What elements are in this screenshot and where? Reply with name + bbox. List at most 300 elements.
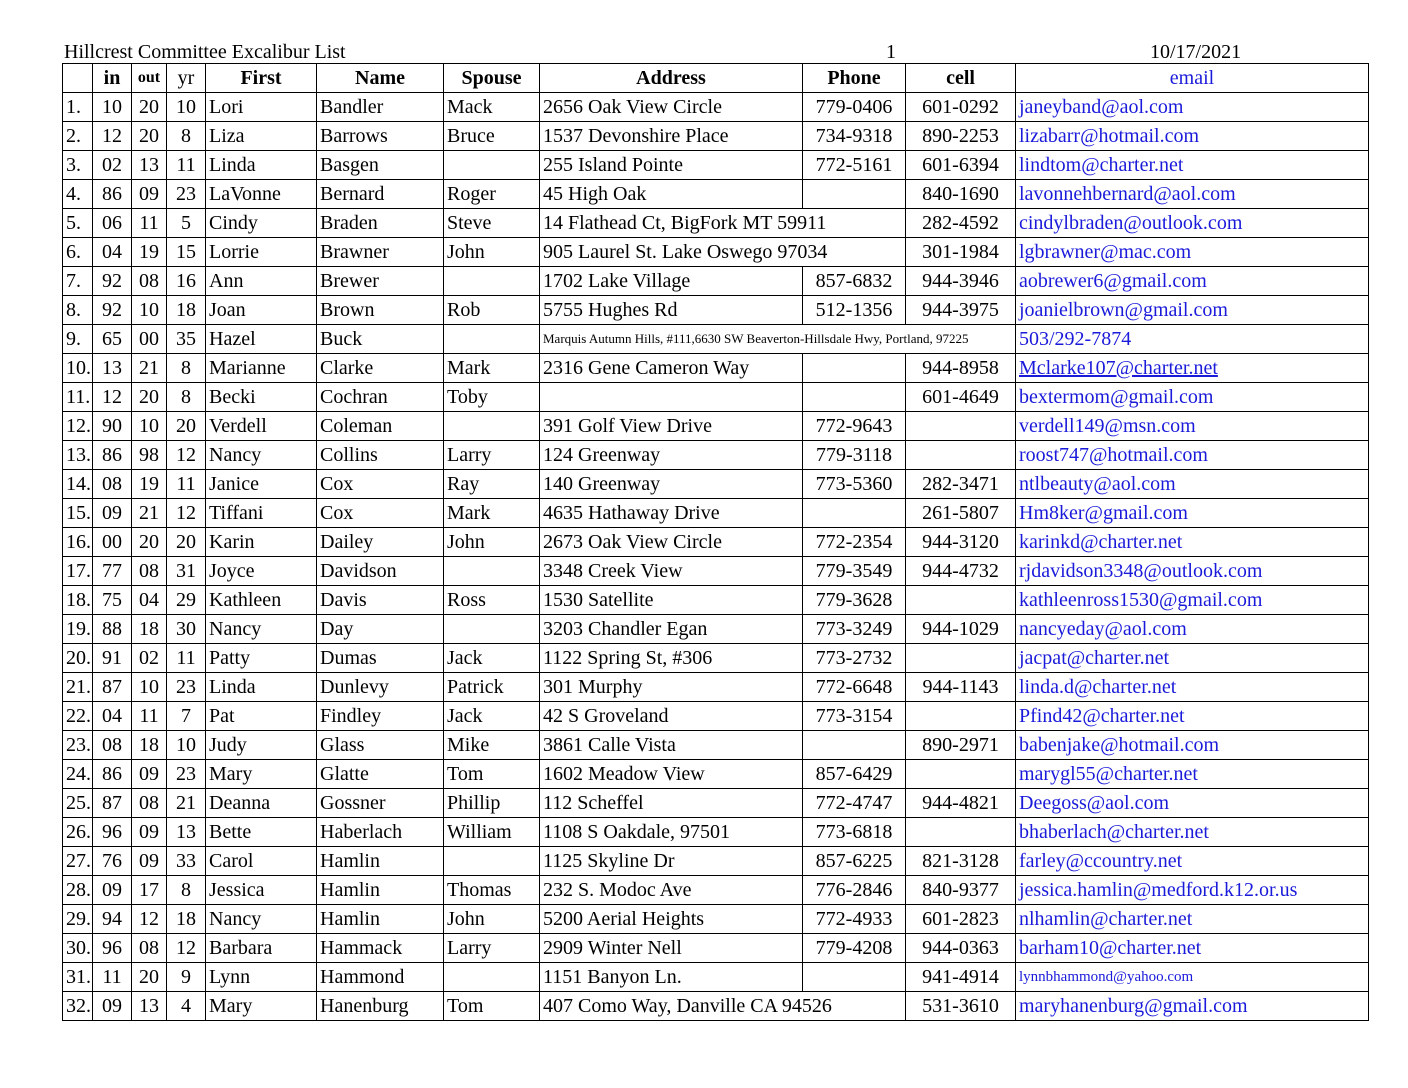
years-cell-text: 35 [176, 328, 196, 350]
email-cell[interactable] [1016, 557, 1369, 586]
first-name-cell [206, 528, 317, 557]
cell-phone-cell [906, 992, 1016, 1021]
first-name-cell-text: Mary [209, 763, 253, 785]
out-year-cell-text: 19 [139, 241, 159, 263]
address-cell-text: 42 S Groveland [543, 705, 669, 727]
in-year-cell-text: 75 [102, 589, 122, 611]
cell-phone-cell [906, 93, 1016, 122]
document-title: Hillcrest Committee Excalibur List [64, 41, 346, 63]
table-row [63, 441, 1369, 470]
row-number [63, 702, 93, 731]
years-cell-text: 5 [181, 212, 191, 234]
email-cell[interactable] [1016, 789, 1369, 818]
address-cell-text: 2316 Gene Cameron Way [543, 357, 750, 379]
last-name-cell-text: Hamlin [320, 879, 380, 901]
last-name-cell-text: Barrows [320, 125, 388, 147]
out-year-cell [132, 296, 167, 325]
out-year-cell-text: 09 [139, 763, 159, 785]
years-cell-text: 15 [176, 241, 196, 263]
out-year-cell [132, 383, 167, 412]
spouse-cell [444, 963, 540, 992]
address-cell-text: 45 High Oak [543, 183, 647, 205]
email-cell[interactable] [1016, 151, 1369, 180]
first-name-cell-text: Lynn [209, 966, 251, 988]
in-year-cell [93, 267, 132, 296]
phone-cell [803, 702, 906, 731]
last-name-cell [317, 644, 444, 673]
phone-cell [803, 383, 906, 412]
address-cell [540, 673, 803, 702]
phone-cell [803, 615, 906, 644]
address-cell [540, 296, 803, 325]
email-cell[interactable] [1016, 470, 1369, 499]
spouse-cell-text: Ross [447, 589, 486, 611]
row-number-text: 9. [66, 328, 81, 350]
last-name-cell [317, 615, 444, 644]
years-cell [167, 673, 206, 702]
in-year-cell [93, 296, 132, 325]
last-name-cell-text: Glatte [320, 763, 369, 785]
first-name-cell-text: Bette [209, 821, 252, 843]
out-year-cell-text: 21 [139, 357, 159, 379]
years-cell [167, 905, 206, 934]
cell-phone-cell-text: 944-3946 [922, 270, 999, 292]
table-row [63, 325, 1369, 354]
address-cell-text: 255 Island Pointe [543, 154, 683, 176]
in-year-cell-text: 76 [102, 850, 122, 872]
cell-phone-cell [906, 528, 1016, 557]
row-number [63, 499, 93, 528]
col-header-out: out [132, 64, 167, 93]
out-year-cell [132, 470, 167, 499]
row-number-text: 30. [66, 937, 91, 959]
in-year-cell [93, 673, 132, 702]
email-cell[interactable] [1016, 731, 1369, 760]
phone-cell-text: 772-6648 [815, 676, 893, 698]
row-number [63, 905, 93, 934]
table-row [63, 296, 1369, 325]
last-name-cell-text: Glass [320, 734, 365, 756]
years-cell [167, 528, 206, 557]
in-year-cell [93, 180, 132, 209]
email-cell[interactable] [1016, 499, 1369, 528]
address-cell-text: 1537 Devonshire Place [543, 125, 729, 147]
spouse-cell-text: Jack [447, 647, 483, 669]
first-name-cell-text: Cindy [209, 212, 258, 234]
out-year-cell [132, 673, 167, 702]
email-cell[interactable] [1016, 238, 1369, 267]
last-name-cell-text: Davis [320, 589, 367, 611]
first-name-cell [206, 934, 317, 963]
address-cell-text: 5755 Hughes Rd [543, 299, 678, 321]
years-cell [167, 702, 206, 731]
first-name-cell [206, 325, 317, 354]
out-year-cell [132, 963, 167, 992]
row-number-text: 27. [66, 850, 91, 872]
last-name-cell [317, 470, 444, 499]
spouse-cell [444, 325, 540, 354]
email-cell[interactable] [1016, 325, 1369, 354]
in-year-cell [93, 151, 132, 180]
last-name-cell-text: Coleman [320, 415, 393, 437]
out-year-cell [132, 586, 167, 615]
in-year-cell [93, 383, 132, 412]
address-cell [540, 383, 803, 412]
last-name-cell [317, 441, 444, 470]
first-name-cell-text: Joyce [209, 560, 255, 582]
email-cell-text: lynnbhammond@yahoo.com [1019, 969, 1194, 985]
email-cell-text: bextermom@gmail.com [1019, 386, 1214, 408]
first-name-cell [206, 992, 317, 1021]
years-cell [167, 151, 206, 180]
email-cell-text: nlhamlin@charter.net [1019, 908, 1193, 930]
address-cell-text: 391 Golf View Drive [543, 415, 712, 437]
email-cell[interactable] [1016, 122, 1369, 151]
years-cell [167, 383, 206, 412]
first-name-cell [206, 731, 317, 760]
out-year-cell-text: 10 [139, 299, 159, 321]
row-number [63, 209, 93, 238]
row-number [63, 267, 93, 296]
years-cell [167, 615, 206, 644]
out-year-cell-text: 08 [139, 937, 159, 959]
first-name-cell [206, 499, 317, 528]
in-year-cell-text: 11 [102, 966, 122, 988]
spouse-cell [444, 209, 540, 238]
spouse-cell-text: Mark [447, 502, 491, 524]
cell-phone-cell [906, 412, 1016, 441]
table-row [63, 238, 1369, 267]
email-cell[interactable] [1016, 702, 1369, 731]
years-cell-text: 11 [176, 473, 196, 495]
last-name-cell-text: Brewer [320, 270, 379, 292]
out-year-cell-text: 17 [139, 879, 159, 901]
email-cell[interactable] [1016, 818, 1369, 847]
table-row [63, 209, 1369, 238]
cell-phone-cell [906, 383, 1016, 412]
spouse-cell-text: William [447, 821, 512, 843]
cell-phone-cell [906, 963, 1016, 992]
last-name-cell-text: Bandler [320, 96, 384, 118]
email-cell[interactable] [1016, 209, 1369, 238]
address-cell-text: 301 Murphy [543, 676, 643, 698]
row-number-text: 26. [66, 821, 91, 843]
years-cell-text: 23 [176, 183, 196, 205]
out-year-cell-text: 09 [139, 183, 159, 205]
table-row [63, 934, 1369, 963]
address-cell [540, 905, 803, 934]
last-name-cell [317, 818, 444, 847]
in-year-cell [93, 876, 132, 905]
spouse-cell [444, 151, 540, 180]
first-name-cell-text: Lori [209, 96, 244, 118]
out-year-cell-text: 20 [139, 966, 159, 988]
phone-cell [803, 122, 906, 151]
phone-cell [803, 296, 906, 325]
email-cell-text: karinkd@charter.net [1019, 531, 1183, 553]
email-cell-text: Pfind42@charter.net [1019, 705, 1185, 727]
first-name-cell [206, 702, 317, 731]
email-cell[interactable] [1016, 93, 1369, 122]
cell-phone-cell-text: 821-3128 [922, 850, 999, 872]
address-cell-text: 140 Greenway [543, 473, 661, 495]
in-year-cell-text: 09 [102, 879, 122, 901]
email-cell[interactable] [1016, 586, 1369, 615]
first-name-cell [206, 586, 317, 615]
last-name-cell-text: Hammack [320, 937, 403, 959]
spouse-cell-text: John [447, 241, 485, 263]
phone-cell [803, 354, 906, 383]
phone-cell-text: 772-2354 [815, 531, 893, 553]
address-cell [540, 267, 803, 296]
spouse-cell-text: Thomas [447, 879, 512, 901]
row-number [63, 615, 93, 644]
col-header-yr: yr [167, 64, 206, 93]
in-year-cell-text: 90 [102, 415, 122, 437]
spouse-cell-text: John [447, 908, 485, 930]
out-year-cell [132, 238, 167, 267]
row-number-text: 14. [66, 473, 91, 495]
last-name-cell-text: Dumas [320, 647, 377, 669]
email-cell[interactable] [1016, 934, 1369, 963]
row-number-text: 11. [66, 386, 91, 408]
cell-phone-cell [906, 441, 1016, 470]
email-cell[interactable] [1016, 354, 1369, 383]
cell-phone-cell [906, 644, 1016, 673]
cell-phone-cell [906, 789, 1016, 818]
first-name-cell [206, 847, 317, 876]
row-number-text: 2. [66, 125, 81, 147]
table-row [63, 847, 1369, 876]
email-cell[interactable] [1016, 847, 1369, 876]
years-cell [167, 963, 206, 992]
cell-phone-cell-text: 944-3120 [922, 531, 999, 553]
email-cell[interactable] [1016, 180, 1369, 209]
last-name-cell [317, 586, 444, 615]
cell-phone-cell-text: 840-1690 [922, 183, 999, 205]
table-header-row [63, 64, 1369, 93]
out-year-cell-text: 08 [139, 560, 159, 582]
table-row [63, 760, 1369, 789]
cell-phone-cell-text: 301-1984 [922, 241, 999, 263]
row-number-text: 12. [66, 415, 91, 437]
phone-cell-text: 779-3628 [815, 589, 893, 611]
row-number [63, 470, 93, 499]
years-cell [167, 789, 206, 818]
in-year-cell [93, 209, 132, 238]
first-name-cell [206, 122, 317, 151]
spouse-cell [444, 586, 540, 615]
out-year-cell-text: 09 [139, 821, 159, 843]
col-header-cell: cell [906, 64, 1016, 93]
address-cell [540, 180, 803, 209]
in-year-cell [93, 557, 132, 586]
first-name-cell-text: Hazel [209, 328, 256, 350]
table-row [63, 499, 1369, 528]
years-cell-text: 8 [181, 879, 191, 901]
out-year-cell [132, 789, 167, 818]
years-cell [167, 644, 206, 673]
out-year-cell-text: 18 [139, 618, 159, 640]
address-cell-text: 905 Laurel St. Lake Oswego 97034 [543, 241, 828, 263]
email-cell[interactable] [1016, 673, 1369, 702]
first-name-cell-text: Patty [209, 647, 251, 669]
email-cell[interactable] [1016, 267, 1369, 296]
phone-cell [803, 499, 906, 528]
in-year-cell [93, 963, 132, 992]
last-name-cell [317, 673, 444, 702]
out-year-cell [132, 354, 167, 383]
cell-phone-cell-text: 941-4914 [922, 966, 999, 988]
in-year-cell [93, 586, 132, 615]
address-cell-text: 4635 Hathaway Drive [543, 502, 720, 524]
phone-cell-text: 776-2846 [815, 879, 893, 901]
cell-phone-cell-text: 944-0363 [922, 937, 999, 959]
in-year-cell-text: 02 [102, 154, 122, 176]
row-number [63, 151, 93, 180]
years-cell [167, 93, 206, 122]
row-number-text: 5. [66, 212, 81, 234]
email-cell[interactable] [1016, 296, 1369, 325]
address-cell-text: Marquis Autumn Hills, #111,6630 SW Beaverton-Hillsdale Hwy, Portland, 97225 [543, 331, 969, 346]
email-cell[interactable] [1016, 441, 1369, 470]
out-year-cell-text: 11 [139, 212, 159, 234]
email-cell[interactable] [1016, 992, 1369, 1021]
first-name-cell [206, 412, 317, 441]
email-cell[interactable] [1016, 876, 1369, 905]
phone-cell-text: 773-6818 [815, 821, 893, 843]
cell-phone-cell-text: 944-3975 [922, 299, 999, 321]
first-name-cell [206, 644, 317, 673]
first-name-cell [206, 615, 317, 644]
first-name-cell-text: Joan [209, 299, 246, 321]
first-name-cell-text: Verdell [209, 415, 267, 437]
table-row [63, 383, 1369, 412]
first-name-cell [206, 441, 317, 470]
row-number [63, 731, 93, 760]
years-cell-text: 10 [176, 96, 196, 118]
email-cell-text: janeyband@aol.com [1019, 96, 1184, 118]
in-year-cell-text: 96 [102, 937, 122, 959]
address-cell [540, 354, 803, 383]
email-cell[interactable] [1016, 760, 1369, 789]
address-cell [540, 760, 803, 789]
in-year-cell-text: 06 [102, 212, 122, 234]
row-number [63, 644, 93, 673]
email-cell[interactable] [1016, 615, 1369, 644]
first-name-cell-text: Ann [209, 270, 244, 292]
email-cell[interactable] [1016, 528, 1369, 557]
cell-phone-cell-text: 890-2253 [922, 125, 999, 147]
row-number [63, 876, 93, 905]
address-cell-text: 2673 Oak View Circle [543, 531, 722, 553]
col-header-num [63, 64, 93, 93]
last-name-cell-text: Clarke [320, 357, 374, 379]
phone-cell-text: 734-9318 [815, 125, 893, 147]
years-cell-text: 16 [176, 270, 196, 292]
row-number [63, 963, 93, 992]
last-name-cell [317, 905, 444, 934]
in-year-cell-text: 65 [102, 328, 122, 350]
in-year-cell-text: 13 [102, 357, 122, 379]
out-year-cell-text: 02 [139, 647, 159, 669]
phone-cell-text: 773-3154 [815, 705, 893, 727]
years-cell-text: 20 [176, 415, 196, 437]
out-year-cell-text: 98 [139, 444, 159, 466]
phone-cell [803, 528, 906, 557]
address-cell [540, 586, 803, 615]
last-name-cell-text: Haberlach [320, 821, 403, 843]
address-cell [540, 499, 803, 528]
email-cell[interactable] [1016, 412, 1369, 441]
last-name-cell-text: Buck [320, 328, 363, 350]
in-year-cell-text: 09 [102, 995, 122, 1017]
years-cell-text: 21 [176, 792, 196, 814]
out-year-cell [132, 934, 167, 963]
table-row [63, 615, 1369, 644]
spouse-cell [444, 731, 540, 760]
years-cell-text: 30 [176, 618, 196, 640]
row-number [63, 760, 93, 789]
row-number-text: 22. [66, 705, 91, 727]
address-cell [540, 702, 803, 731]
last-name-cell [317, 238, 444, 267]
phone-cell-text: 773-5360 [815, 473, 893, 495]
address-cell-text: 3203 Chandler Egan [543, 618, 708, 640]
in-year-cell-text: 96 [102, 821, 122, 843]
email-cell[interactable] [1016, 644, 1369, 673]
table-row [63, 122, 1369, 151]
email-cell[interactable] [1016, 963, 1369, 992]
row-number [63, 673, 93, 702]
first-name-cell [206, 557, 317, 586]
first-name-cell [206, 818, 317, 847]
in-year-cell [93, 470, 132, 499]
phone-cell [803, 180, 906, 209]
first-name-cell [206, 789, 317, 818]
row-number [63, 789, 93, 818]
last-name-cell-text: Basgen [320, 154, 379, 176]
out-year-cell [132, 93, 167, 122]
last-name-cell [317, 412, 444, 441]
spouse-cell [444, 673, 540, 702]
email-cell[interactable] [1016, 905, 1369, 934]
last-name-cell [317, 267, 444, 296]
out-year-cell-text: 20 [139, 531, 159, 553]
years-cell-text: 12 [176, 502, 196, 524]
address-cell [540, 963, 803, 992]
spouse-cell-text: Tom [447, 995, 484, 1017]
cell-phone-cell [906, 238, 1016, 267]
col-header-first: First [206, 64, 317, 93]
out-year-cell-text: 20 [139, 386, 159, 408]
phone-cell [803, 412, 906, 441]
in-year-cell [93, 992, 132, 1021]
in-year-cell [93, 644, 132, 673]
years-cell [167, 586, 206, 615]
years-cell-text: 11 [176, 154, 196, 176]
address-cell [540, 441, 803, 470]
first-name-cell-text: Pat [209, 705, 235, 727]
spouse-cell [444, 644, 540, 673]
email-cell[interactable] [1016, 383, 1369, 412]
cell-phone-cell-text: 601-2823 [922, 908, 999, 930]
row-number-text: 15. [66, 502, 91, 524]
row-number [63, 818, 93, 847]
address-cell [540, 934, 803, 963]
address-cell [540, 238, 906, 267]
address-cell [540, 412, 803, 441]
